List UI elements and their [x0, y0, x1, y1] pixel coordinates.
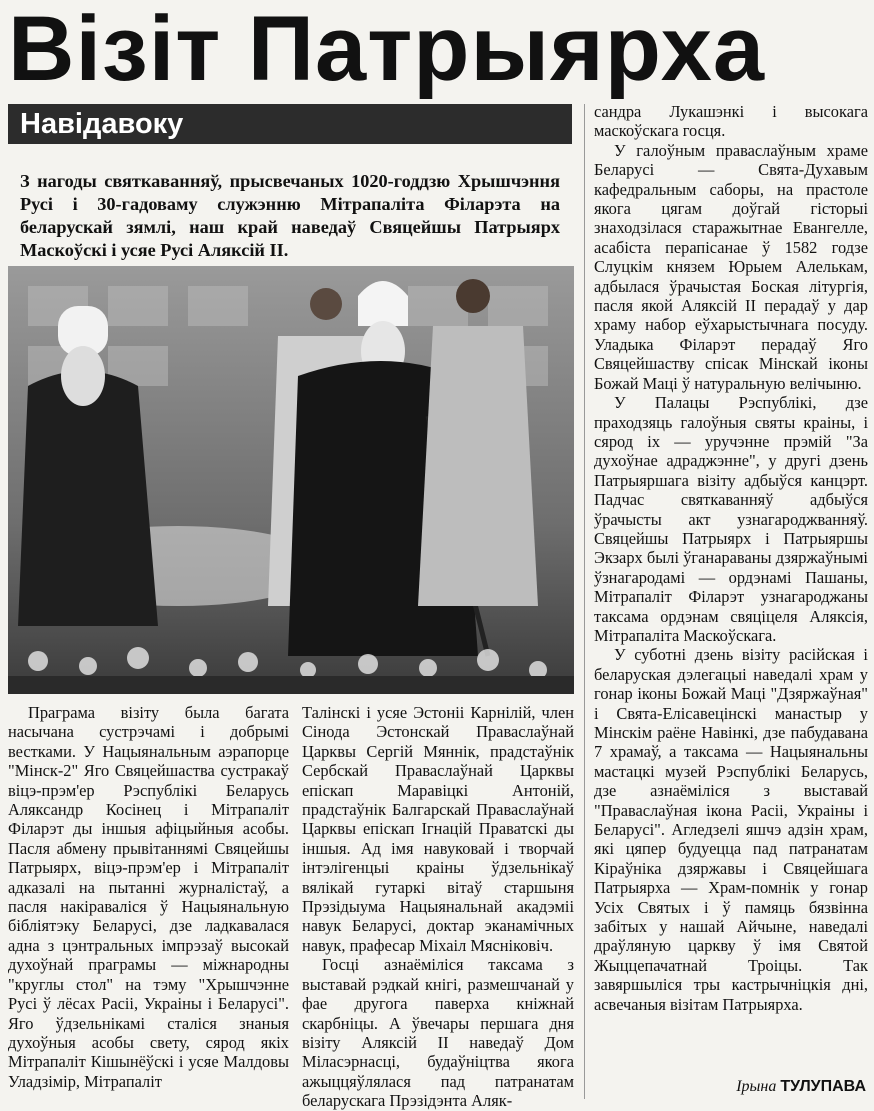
column-divider [584, 104, 585, 1099]
news-photo [8, 266, 574, 694]
author-last-name: ТУЛУПАВА [780, 1078, 866, 1095]
figure-deacon [418, 279, 538, 606]
paragraph: Госці азнаёміліся таксама з выставай рэдкай кнігі, размешчанай у фае другога паверха кніжнай скарбніцы. А ўвечары першага дня візіту Аляксій II наведаў Дом Міласэрнасці, будаўніцтва якога ажыццяўлялася пад патранатам беларускага Прэзідэнта Аляк- [302, 955, 574, 1111]
article-column-1 [8, 703, 289, 1091]
author-signature [736, 1078, 866, 1096]
paragraph: У Палацы Рэспублікі, дзе праходзяць галоўныя святы краіны, і сярод іх — уручэнне прэмій "За духоўнае адраджэнне", у другі дзень Патрыяршага візіту адбыўся канцэрт. Падчас святкаванняў адбыўся ўрачысты акт узнагароджванняў. Свяцейшы Патрыярх і Патрыяршы Экзарх былі ўганараваны дзяржаўнымі ўзнагародамі — ордэнамі Пашаны, Мітрапаліт Філарэт узнагароджаны таксама ордэнам свяціцеля Аляксія, Мітрапаліта Маскоўскага. [594, 393, 868, 645]
author-first-name: Ірына [736, 1078, 777, 1095]
section-rubric [8, 104, 572, 144]
article-column-3 [594, 102, 868, 1014]
paragraph: У суботні дзень візіту расійская і беларуская дэлегацыі наведалі храм у гонар іконы Божай Маці "Дзяржаўная" і Свята-Елісавецінскі манастыр у Мінскім раёне Навінкі, дзе пабудавана 7 храмаў, а таксама — Нацыянальны мастацкі музей Рэспублікі Беларусь, дзе азнаёміліся з выставай "Праваслаўная ікона Расіі, Украіны і Беларусі". Агледзелі яшчэ адзін храм, які цяпер будуецца пад патранатам Кіраўніка дзяржавы і Свяцейшага Патрыярха — Храм-помнік у гонар Усіх Святых і ў памяць бязвінна забітых у нашай Айчыне, наведалі драўляную царкву ў імя Святой Жыццепачатнай Троіцы. Так завяршыліся тры кастрычніцкія дні, асвечаныя візітам Патрыярха. [594, 645, 868, 1014]
rubric-label: Навідавоку [20, 108, 184, 140]
paragraph: сандра Лукашэнкі і высокага маскоўскага госця. [594, 102, 868, 141]
paragraph: Праграма візіту была багата насычана сустрэчамі і добрымі вестками. У Нацыянальным аэрапорце "Мінск-2" Яго Свяцейшаства сустракаў віцэ-прэм'ер Рэспублікі Беларусь Аляксандр Косінец і Мітрапаліт Філарэт ды іншыя афіцыйныя асобы. Пасля абмену прывітаннямі Свяцейшы Патрыярх, віцэ-прэм'ер і Мітрапаліт адказалі на пытанні журналістаў, а пасля накіраваліся ў Нацыянальную бібліятэку Беларусі, дзе ладкавалася адна з цэнтральных імпрэзаў высокай духоўнай праграмы — міжнародны "круглы стол" на тэму "Хрышчэнне Русі ў лёсах Расіі, Украіны і Беларусі". Яго ўдзельнікамі сталіся знаныя духоўныя асобы свету, сярод якіх Мітрапаліт Кішынёўскі і усяе Малдовы Уладзімір, Мітрапаліт [8, 703, 289, 1091]
lead-paragraph: З нагоды святкаванняў, прысвечаных 1020-годдзю Хрышчэння Русі і 30-гадоваму служэнню Мітрапаліта Філарэта на беларускай зямлі, наш край наведаў Свяцейшы Патрыярх Маскоўскі і усяе Русі Аляксій II. [20, 171, 560, 260]
paragraph: У галоўным праваслаўным храме Беларусі — Свята-Духавым кафедральным саборы, на прастоле якога цягам доўгай гісторыі знаходзілася старажытнае Евангелле, асабіста перапісанае ў 1582 годзе Слуцкім князем Юрыем Алелькам, адбылася ўрачыстая Боская літургія, пасля якой Аляксій II перадаў у дар храму набор еўхарыстычнага посуду. Уладыка Філарэт перадаў Яго Свяцейшаству спісак Мінскай іконы Божай Маці ў натуральную велічыню. [594, 140, 868, 393]
article-column-2 [302, 703, 574, 1111]
paragraph: Талінскі і усяе Эстоніі Карнілій, член Сінода Эстонскай Праваслаўнай Царквы Сергій Мяннік, прадстаўнік Сербскай Праваслаўнай Царквы епіскап Маравіцкі Антоній, прадстаўнік Балгарскай Праваслаўнай Царквы епіскап Ігнацій Праватскі ды іншыя. Ад імя навуковай і творчай інтэлігенцыі краіны ўдзельнікаў вялікай гутаркі вітаў старшыня Прэзідыума Нацыянальнай акадэміі навук Беларусі, доктар эканамічных навук, прафесар Міхаіл Мясніковіч. [302, 703, 574, 955]
article-headline: Візіт Патрыярха [8, 0, 766, 100]
